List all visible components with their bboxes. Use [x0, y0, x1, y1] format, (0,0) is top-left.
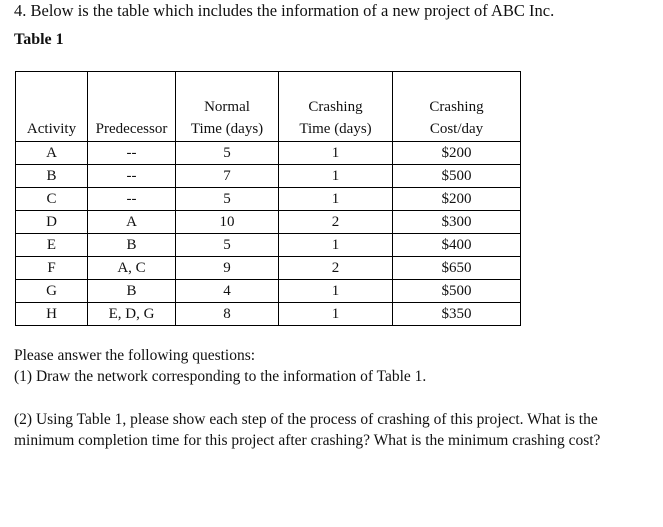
column-header-line: Time (days): [190, 121, 264, 137]
header-row: [16, 72, 521, 142]
column-header-line: Predecessor: [95, 121, 168, 137]
column-header-line: Crashing: [429, 99, 484, 115]
table-cell: 9: [176, 257, 279, 280]
table-cell: $650: [393, 257, 521, 280]
table-cell: 1: [279, 303, 393, 326]
instructions-intro: Please answer the following questions:: [14, 347, 256, 364]
column-header-line: Time (days): [299, 121, 372, 137]
table-cell: 8: [176, 303, 279, 326]
table-cell: $300: [393, 211, 521, 234]
table-cell: $400: [393, 234, 521, 257]
table-cell: 10: [176, 211, 279, 234]
table-cell: G: [16, 280, 88, 303]
column-header: [279, 72, 393, 142]
table-cell: $200: [393, 142, 521, 165]
table-cell: D: [16, 211, 88, 234]
table-row: [16, 142, 521, 165]
column-header: [88, 72, 176, 142]
table-cell: $500: [393, 280, 521, 303]
question-2: (2) Using Table 1, please show each step of the process of crashing of this project. What is the minimum completion time for this project after crashing? What is the minimum crashing cost?: [14, 411, 601, 449]
project-table: [15, 71, 521, 326]
table-cell: B: [16, 165, 88, 188]
table-cell: E: [16, 234, 88, 257]
table-cell: A: [88, 211, 176, 234]
table-cell: 1: [279, 142, 393, 165]
table-cell: $500: [393, 165, 521, 188]
column-header-line: Normal: [204, 99, 250, 115]
column-header: [176, 72, 279, 142]
table-cell: A: [16, 142, 88, 165]
table-row: [16, 165, 521, 188]
table-cell: --: [88, 188, 176, 211]
table-cell: 1: [279, 188, 393, 211]
table-cell: 1: [279, 234, 393, 257]
table-cell: 4: [176, 280, 279, 303]
table-cell: 5: [176, 234, 279, 257]
column-header-line: Activity: [26, 121, 77, 137]
column-header: [16, 72, 88, 142]
table-cell: 5: [176, 142, 279, 165]
table-cell: A, C: [88, 257, 176, 280]
table-cell: E, D, G: [88, 303, 176, 326]
table-cell: 1: [279, 280, 393, 303]
table-header: [16, 72, 521, 142]
table-cell: B: [88, 280, 176, 303]
table-row: [16, 257, 521, 280]
table-row: [16, 211, 521, 234]
table-cell: H: [16, 303, 88, 326]
column-header: [393, 72, 521, 142]
table-row: [16, 188, 521, 211]
table-cell: --: [88, 142, 176, 165]
table-cell: 2: [279, 211, 393, 234]
table-cell: C: [16, 188, 88, 211]
table-cell: 5: [176, 188, 279, 211]
table-body: [16, 142, 521, 326]
column-header-line: Cost/day: [429, 121, 484, 137]
table-cell: --: [88, 165, 176, 188]
table-cell: 7: [176, 165, 279, 188]
table-caption: Table 1: [14, 31, 64, 48]
table-cell: B: [88, 234, 176, 257]
table-cell: F: [16, 257, 88, 280]
table-row: [16, 303, 521, 326]
table-cell: $200: [393, 188, 521, 211]
question-title: 4. Below is the table which includes the information of a new project of ABC Inc.: [14, 1, 555, 20]
column-header-line: Crashing: [308, 99, 363, 115]
instructions-block: [14, 345, 654, 387]
question-1: (1) Draw the network corresponding to the information of Table 1.: [14, 368, 427, 385]
table-row: [16, 234, 521, 257]
table-cell: 1: [279, 165, 393, 188]
table-cell: $350: [393, 303, 521, 326]
table-row: [16, 280, 521, 303]
table-cell: 2: [279, 257, 393, 280]
